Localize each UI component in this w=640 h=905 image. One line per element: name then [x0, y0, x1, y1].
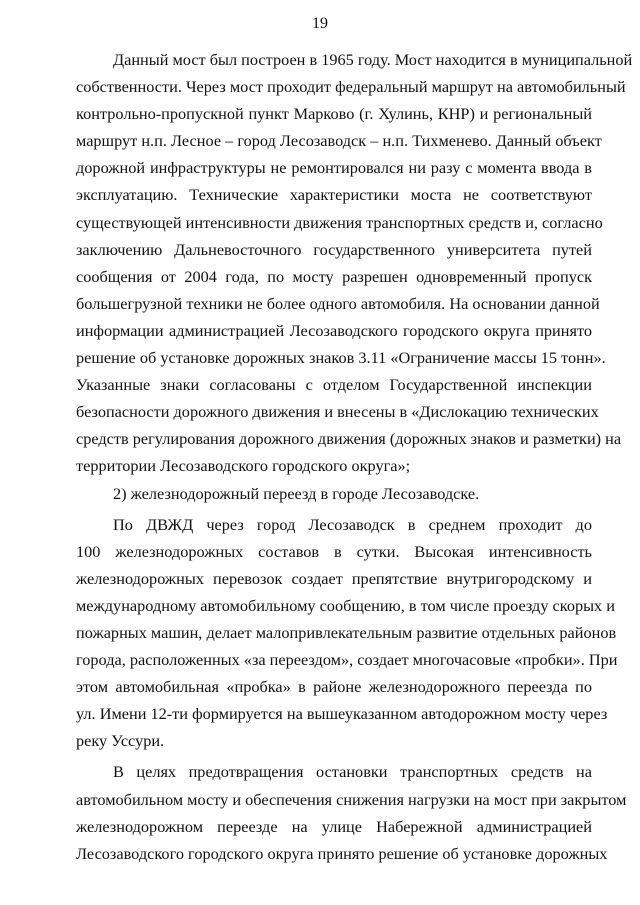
text-line: реку Уссури.: [76, 731, 165, 751]
text-line: Лесозаводского городского округа принято решение об установке дорожных: [76, 843, 608, 863]
paragraph-bridge-description: [76, 46, 633, 480]
paragraph-railway-traffic: [76, 511, 618, 755]
text-line: существующей интенсивности движения транспортных средств и, согласно: [76, 212, 603, 232]
text-line: сообщения от 2004 года, по мосту разрешен одновременный пропуск: [76, 266, 592, 286]
page-number: 19: [312, 15, 328, 32]
text-line: международному автомобильному сообщению, в том числе проезду скорых и: [76, 595, 615, 615]
text-line: контрольно-пропускной пункт Марково (г. Хулинь, КНР) и региональный: [76, 104, 592, 124]
text-line: территории Лесозаводского городского округа»;: [76, 456, 411, 476]
text-line: пожарных машин, делает малопривлекательным развитие отдельных районов: [76, 622, 617, 642]
text-line: 100 железнодорожных составов в сутки. Высокая интенсивность: [76, 541, 592, 561]
text-line: средств регулирования дорожного движения (дорожных знаков и разметки) на: [76, 429, 622, 449]
text-line: решение об установке дорожных знаков 3.11 «Ограничение массы 15 тонн».: [76, 348, 606, 368]
text-line: дорожной инфраструктуры не ремонтировался ни разу с момента ввода в: [76, 158, 592, 178]
paragraph-railway-crossing-heading: [76, 480, 592, 507]
text-line: большегрузной техники не более одного автомобиля. На основании данной: [76, 293, 600, 313]
text-line: В целях предотвращения остановки транспортных средств на: [113, 762, 592, 782]
text-line: этом автомобильная «пробка» в районе железнодорожного переезда по: [76, 677, 592, 697]
text-line: железнодорожном переезде на улице Набережной администрацией: [76, 816, 592, 836]
text-line: ул. Имени 12-ти формируется на вышеуказанном автодорожном мосту через: [76, 704, 608, 724]
text-line: маршрут н.п. Лесное – город Лесозаводск – н.п. Тихменево. Данный объект: [76, 131, 602, 151]
text-line: железнодорожных перевозок создает препятствие внутригородскому и: [76, 568, 592, 588]
document-body: [76, 46, 633, 867]
list-item: 2) железнодорожный переезд в городе Лесозаводске.: [113, 483, 480, 503]
paragraph-prevention-measures: [76, 758, 627, 866]
text-line: По ДВЖД через город Лесозаводск в среднем проходит до: [113, 514, 592, 534]
text-line: собственности. Через мост проходит федеральный маршрут на автомобильный: [76, 77, 626, 97]
text-line: информации администрацией Лесозаводского городского округа принято: [76, 320, 592, 340]
text-line: эксплуатацию. Технические характеристики моста не соответствуют: [76, 185, 592, 205]
text-line: заключению Дальневосточного государственного университета путей: [76, 239, 592, 259]
text-line: Указанные знаки согласованы с отделом Государственной инспекции: [76, 375, 592, 395]
text-line: города, расположенных «за переездом», создает многочасовые «пробки». При: [76, 650, 618, 670]
text-line: автомобильном мосту и обеспечения снижения нагрузки на мост при закрытом: [76, 789, 627, 809]
text-line: безопасности дорожного движения и внесены в «Дислокацию технических: [76, 402, 599, 422]
text-line: Данный мост был построен в 1965 году. Мост находится в муниципальной: [113, 50, 633, 69]
